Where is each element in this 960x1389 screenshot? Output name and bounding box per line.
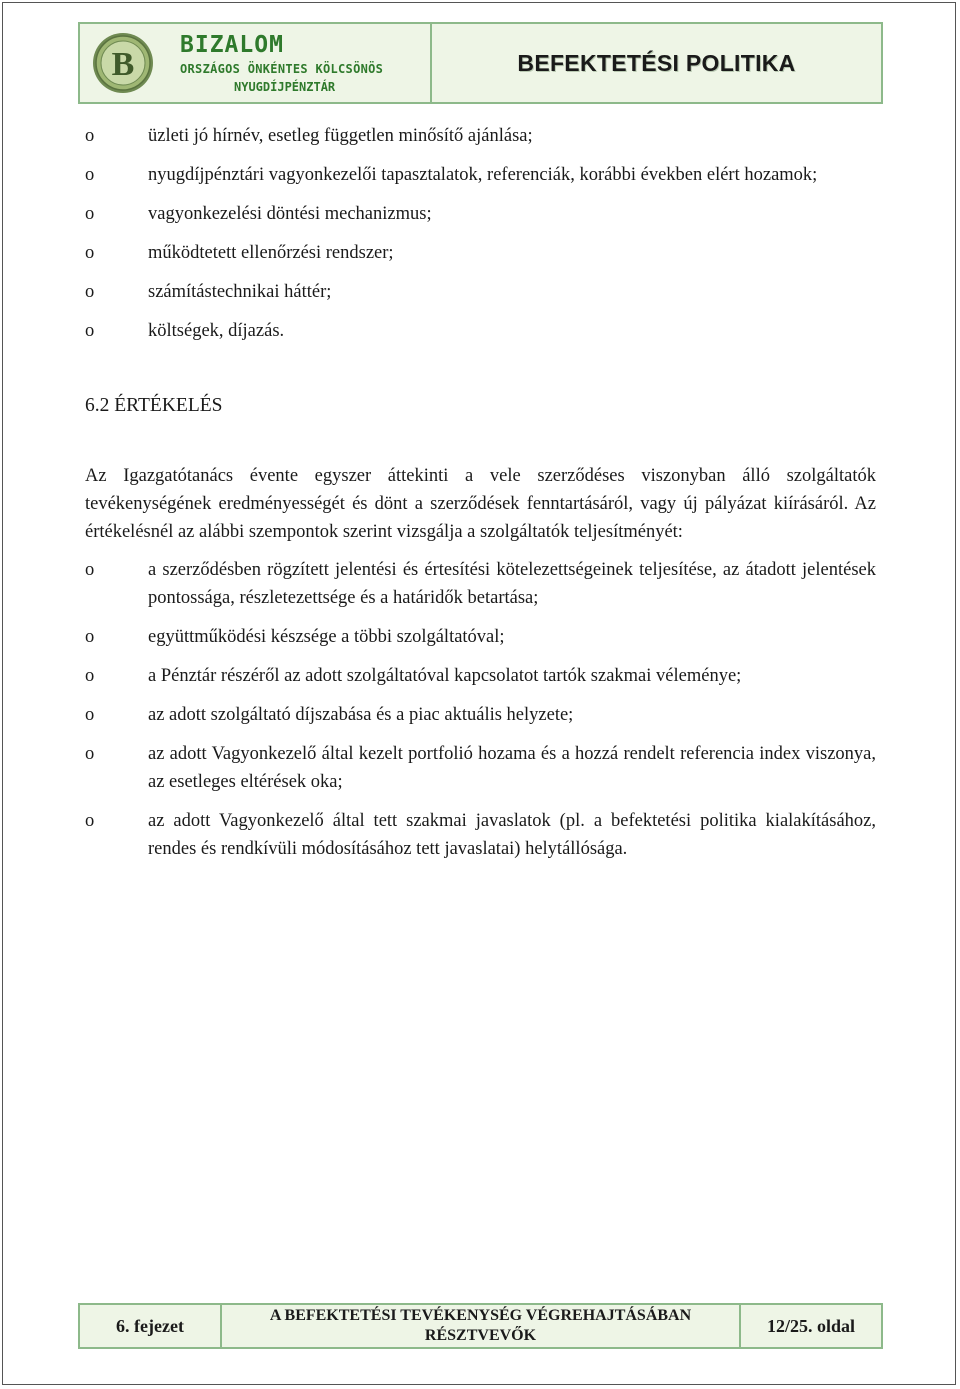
list-item: o az adott Vagyonkezelő által kezelt portfolió hozama és a hozzá rendelt referencia index viszonya, az esetleges eltérések oka;	[85, 740, 876, 796]
list-item: o nyugdíjpénztári vagyonkezelői tapasztalatok, referenciák, korábbi években elért hozamok;	[85, 161, 876, 189]
bullet-marker: o	[85, 627, 95, 647]
bullet-marker: o	[85, 321, 95, 341]
list-item: o költségek, díjazás.	[85, 317, 876, 345]
header-title-cell	[432, 24, 881, 102]
section-paragraph: Az Igazgatótanács évente egyszer áttekinti a vele szerződéses viszonyban álló szolgáltatók tevékenységének eredményességét és dönt a szerződések fenntartásáról, vagy új pályázat kiírásáról. Az értékelésnél az alábbi szempontok szerint vizsgálja a szolgáltatók teljesítményét:	[85, 466, 876, 542]
section-heading: 6.2 ÉRTÉKELÉS	[85, 395, 223, 416]
criteria-list	[85, 122, 876, 345]
document-title: BEFEKTETÉSI POLITIKA	[517, 49, 796, 76]
bullet-marker: o	[85, 204, 95, 224]
list-item: o vagyonkezelési döntési mechanizmus;	[85, 200, 876, 228]
bullet-marker: o	[85, 705, 95, 725]
list-item: o a Pénztár részéről az adott szolgáltatóval kapcsolatot tartók szakmai véleménye;	[85, 662, 876, 690]
org-name-block	[180, 31, 384, 94]
bullet-marker: o	[85, 744, 95, 764]
list-item: o működtetett ellenőrzési rendszer;	[85, 239, 876, 267]
list-item: o a szerződésben rögzített jelentési és értesítési kötelezettségeinek teljesítése, az átadott jelentések pontossága, részletezettsége és a határidők betartása;	[85, 556, 876, 612]
evaluation-criteria-list	[85, 556, 876, 863]
list-item: o együttműködési készsége a többi szolgáltatóval;	[85, 623, 876, 651]
org-name: BIZALOM	[180, 31, 284, 58]
header-logo-cell	[80, 24, 432, 102]
footer-page-number: 12/25. oldal	[766, 1315, 855, 1336]
bullet-marker: o	[85, 560, 95, 580]
footer-chapter: 6. fejezet	[80, 1305, 222, 1347]
bullet-marker: o	[85, 126, 95, 146]
page-content	[85, 122, 876, 874]
svg-text:B: B	[111, 46, 135, 83]
org-subtitle-2: NYUGDÍJPÉNZTÁR	[234, 79, 336, 94]
bullet-marker: o	[85, 666, 95, 686]
footer-chapter-title: A BEFEKTETÉSI TEVÉKENYSÉG VÉGREHAJTÁSÁBAN RÉSZTVEVŐK	[222, 1305, 741, 1347]
list-item: o üzleti jó hírnév, esetleg független minősítő ajánlása;	[85, 122, 876, 150]
org-subtitle: ORSZÁGOS ÖNKÉNTES KÖLCSÖNÖS	[180, 61, 384, 76]
bullet-marker: o	[85, 282, 95, 302]
list-item: o számítástechnikai háttér;	[85, 278, 876, 306]
page-footer	[78, 1303, 883, 1349]
bullet-marker: o	[85, 243, 95, 263]
list-item: o az adott szolgáltató díjszabása és a piac aktuális helyzete;	[85, 701, 876, 729]
bizalom-logo-icon	[92, 32, 154, 94]
bullet-marker: o	[85, 165, 95, 185]
bullet-marker: o	[85, 811, 95, 831]
page-header	[78, 22, 883, 104]
list-item: o az adott Vagyonkezelő által tett szakmai javaslatok (pl. a befektetési politika kialakításához, rendes és rendkívüli módosításához tett javaslatai) helytállósága.	[85, 807, 876, 863]
